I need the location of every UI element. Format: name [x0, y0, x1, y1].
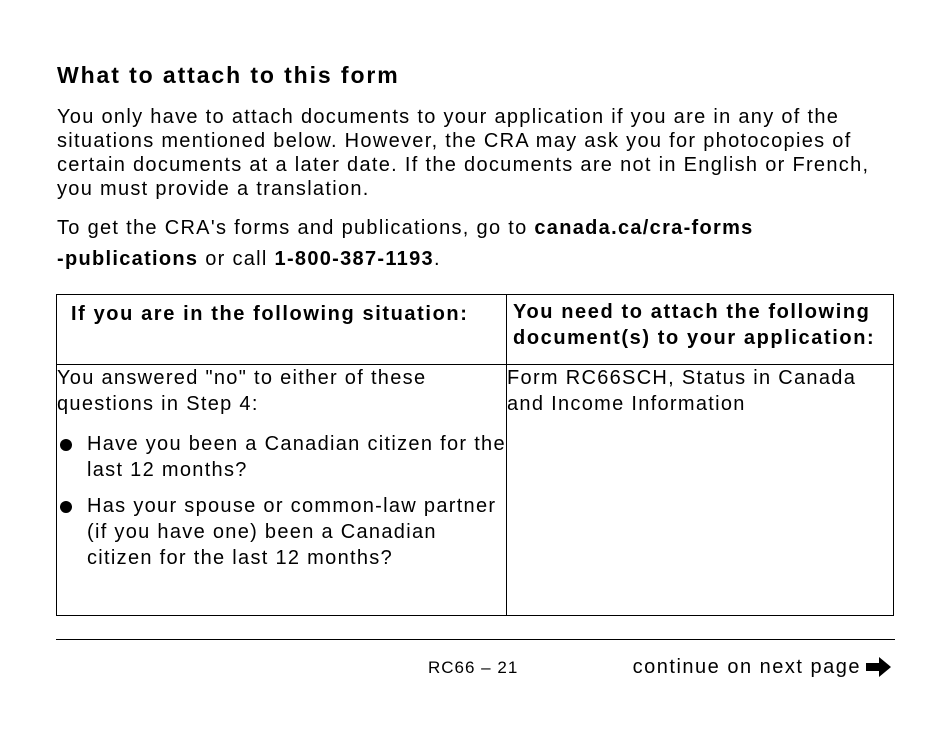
table-row — [57, 365, 894, 616]
question-text: Have you been a Canadian citizen for the last 12 months? — [87, 433, 506, 481]
question-text: Has your spouse or common-law partner (if you have one) been a Canadian citizen for the last 12 months? — [87, 495, 497, 569]
situation-cell — [57, 365, 507, 616]
situation-intro: You answered "no" to either of these questions in Step 4: — [57, 367, 427, 415]
forms-paragraph — [57, 213, 887, 275]
forms-paragraph-prefix: To get the CRA's forms and publications, go to — [57, 217, 535, 239]
forms-paragraph-suffix: . — [433, 248, 441, 270]
forms-link-part1[interactable]: canada.ca/cra-forms — [534, 217, 754, 239]
document-cell: Form RC66SCH, Status in Canada and Income Information — [507, 365, 894, 616]
bullet-icon — [60, 439, 72, 451]
page-code: RC66 – 21 — [428, 658, 519, 677]
header-situation: If you are in the following situation: — [57, 295, 507, 365]
section-heading: What to attach to this form — [57, 62, 400, 88]
table-header-row — [57, 295, 894, 365]
attachments-table — [56, 294, 894, 616]
continue-label: continue on next page — [632, 655, 861, 678]
bullet-icon — [60, 501, 72, 513]
list-item — [57, 493, 506, 571]
forms-link-part2[interactable]: -publications — [57, 248, 199, 270]
header-documents: You need to attach the following document(s) to your application: — [507, 295, 894, 365]
arrow-right-icon — [865, 655, 893, 679]
phone-number: 1-800-387-1193 — [274, 248, 434, 270]
list-item — [57, 431, 506, 483]
questions-list — [57, 431, 506, 571]
continue-link[interactable] — [633, 655, 893, 679]
forms-paragraph-middle: or call — [198, 248, 275, 270]
intro-paragraph: You only have to attach documents to your application if you are in any of the situations mentioned below. However, the CRA may ask you for photocopies of certain documents at a later date. If the documents are not in English or French, you must provide a translation. — [57, 106, 870, 200]
footer-divider — [56, 639, 895, 640]
